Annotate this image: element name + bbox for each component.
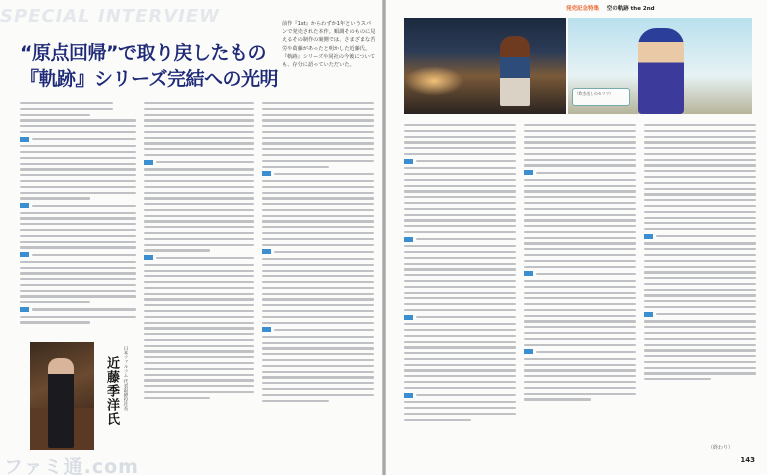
famitsu-logo: ファミ通.com xyxy=(4,456,139,475)
body-column-1 xyxy=(20,102,136,327)
end-mark: （終わり） xyxy=(708,445,734,451)
game-screenshot-1 xyxy=(404,18,566,114)
page-header xyxy=(566,4,655,12)
speech-bubble: （吹き出しのセリフ） xyxy=(572,88,630,106)
body-column-5 xyxy=(524,124,636,404)
page-number: 143 xyxy=(740,456,755,464)
interviewee-role: 日本ファルコム 代表取締役社長 xyxy=(123,346,128,411)
left-page xyxy=(0,0,382,475)
special-interview-watermark: SPECIAL INTERVIEW xyxy=(0,6,221,27)
body-column-4 xyxy=(404,124,516,424)
headline-line-1: “原点回帰”で取り戻したもの xyxy=(20,42,266,64)
body-column-2 xyxy=(144,102,254,402)
body-column-3 xyxy=(262,102,374,405)
right-page xyxy=(386,0,767,475)
interviewee-name: 近藤季洋氏 xyxy=(104,356,119,426)
section-title: 空の軌跡 the 2nd xyxy=(606,6,655,12)
interviewee-photo xyxy=(30,342,94,450)
game-screenshot-2 xyxy=(568,18,752,114)
headline-line-2: 『軌跡』シリーズ完結への光明 xyxy=(20,68,279,90)
lead-paragraph: 前作『1st』からわずか1年というスパンで発売された本作。順調そのものに見えるその制作の裏側では、さまざまな苦労や葛藤があったと明かした近藤氏。『軌跡』シリーズや同社の今後についても、存分に語っていただいた。 xyxy=(282,21,376,69)
body-column-6 xyxy=(644,124,756,384)
section-tag: 発売記念特集 xyxy=(566,6,600,12)
